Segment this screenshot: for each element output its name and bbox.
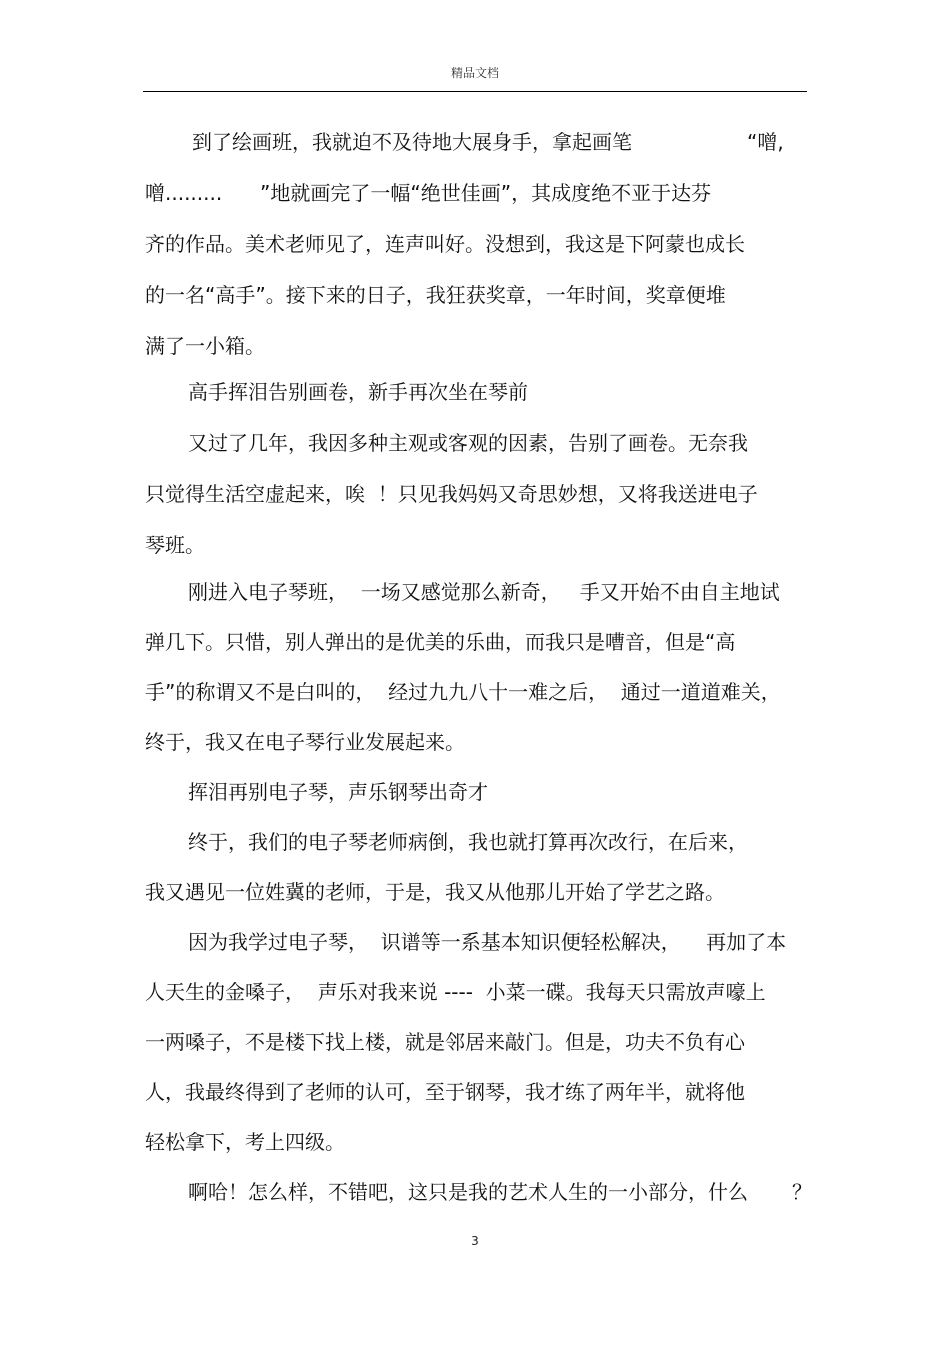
header-divider [143,91,807,92]
body-line: 刚进入电子琴班， 一场又感觉那么新奇， 手又开始不由自主地试 [188,580,780,604]
body-line: 人天生的金嗓子， 声乐对我来说 ---- 小菜一碟。我每天只需放声嚎上 [145,980,766,1004]
body-line: ？ [792,1180,812,1204]
body-line: “噌, [747,130,784,154]
body-line: 轻松拿下，考上四级。 [145,1130,345,1154]
body-line: 只觉得生活空虚起来，唉 ！只见我妈妈又奇思妙想，又将我送进电子 [145,482,758,506]
section-heading: 高手挥泪告别画卷，新手再次坐在琴前 [188,380,528,404]
body-line: 终于，我又在电子琴行业发展起来。 [145,730,465,754]
body-line: 又过了几年，我因多种主观或客观的因素，告别了画卷。无奈我 [188,431,748,455]
body-line: 我又遇见一位姓冀的老师，于是，我又从他那儿开始了学艺之路。 [145,880,725,904]
body-line: 啊哈！怎么样，不错吧，这只是我的艺术人生的一小部分，什么 [188,1180,748,1204]
page-number: 3 [471,1234,479,1248]
body-line: 弹几下。只惜，别人弹出的是优美的乐曲，而我只是嘈音，但是“高 [145,630,736,654]
body-line: 满了一小箱。 [145,334,265,358]
body-line: 人，我最终得到了老师的认可，至于钢琴，我才练了两年半，就将他 [145,1080,745,1104]
page-header-title: 精品文档 [450,66,499,80]
body-line: 的一名“高手”。接下来的日子，我狂获奖章，一年时间，奖章便堆 [145,283,726,307]
body-line: 噌......... [145,181,223,205]
body-line: 因为我学过电子琴， 识谱等一系基本知识便轻松解决， 再加了本 [188,930,787,954]
body-line: 一两嗓子，不是楼下找上楼，就是邻居来敲门。但是，功夫不负有心 [145,1030,745,1054]
body-line: ”地就画完了一幅“绝世佳画”，其成度绝不亚于达芬 [260,181,712,205]
body-line: 手”的称谓又不是白叫的， 经过九九八十一难之后， 通过一道道难关， [145,680,781,704]
body-line: 琴班。 [145,533,205,557]
section-heading: 挥泪再别电子琴，声乐钢琴出奇才 [188,780,488,804]
body-line: 齐的作品。美术老师见了，连声叫好。没想到，我这是下阿蒙也成长 [145,232,745,256]
body-line: 到了绘画班，我就迫不及待地大展身手，拿起画笔 [192,130,632,154]
body-line: 终于，我们的电子琴老师病倒，我也就打算再次改行，在后来， [188,830,748,854]
